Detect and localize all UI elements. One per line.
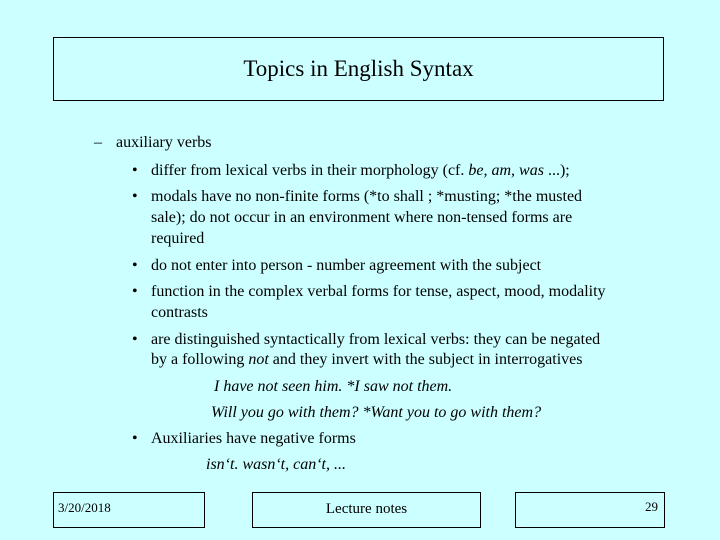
bullet-icon: • (132, 283, 138, 300)
dash-marker: – (94, 134, 102, 151)
bullet-icon: • (132, 162, 138, 179)
footer-center-box (252, 492, 481, 528)
slide-title: Topics in English Syntax (243, 56, 474, 81)
bullet-text-5-line1: are distinguished syntactically from lexical verbs: they can be negated (151, 331, 601, 348)
bullet-text-6: Auxiliaries have negative forms (151, 430, 356, 447)
footer-date: 3/20/2018 (58, 500, 111, 515)
bullet-text-4-line2: contrasts (151, 304, 208, 321)
bullet-icon: • (132, 257, 138, 274)
bullet-text-2-line1: modals have no non-finite forms (*to shall ; *musting; *the musted (151, 188, 583, 205)
bullet-text-4-line1: function in the complex verbal forms for tense, aspect, mood, modality (151, 283, 606, 300)
example-sentence-1: I have not seen him. *I saw not them. (214, 378, 453, 395)
footer-center-text: Lecture notes (325, 501, 408, 517)
footer-page-box (515, 492, 665, 528)
bullet-icon: • (132, 188, 138, 205)
footer-date-box (53, 492, 205, 528)
section-heading: auxiliary verbs (116, 134, 212, 151)
bullet-text-3: do not enter into person - number agreement with the subject (151, 257, 542, 274)
example-negative-forms: isn‘t. wasn‘t, can‘t, ... (206, 456, 346, 473)
bullet-text-1: differ from lexical verbs in their morphology (cf. be, am, was ...); (151, 162, 570, 179)
bullet-text-2-line2: sale); do not occur in an environment where non-tensed forms are (151, 209, 573, 226)
example-sentence-2: Will you go with them? *Want you to go with them? (211, 404, 542, 421)
bullet-text-2-line3: required (151, 230, 205, 247)
bullet-icon: • (132, 430, 138, 447)
bullet-icon: • (132, 331, 138, 348)
bullet-text-5-line2: by a following not and they invert with the subject in interrogatives (151, 351, 583, 368)
page-number: 29 (645, 499, 658, 514)
